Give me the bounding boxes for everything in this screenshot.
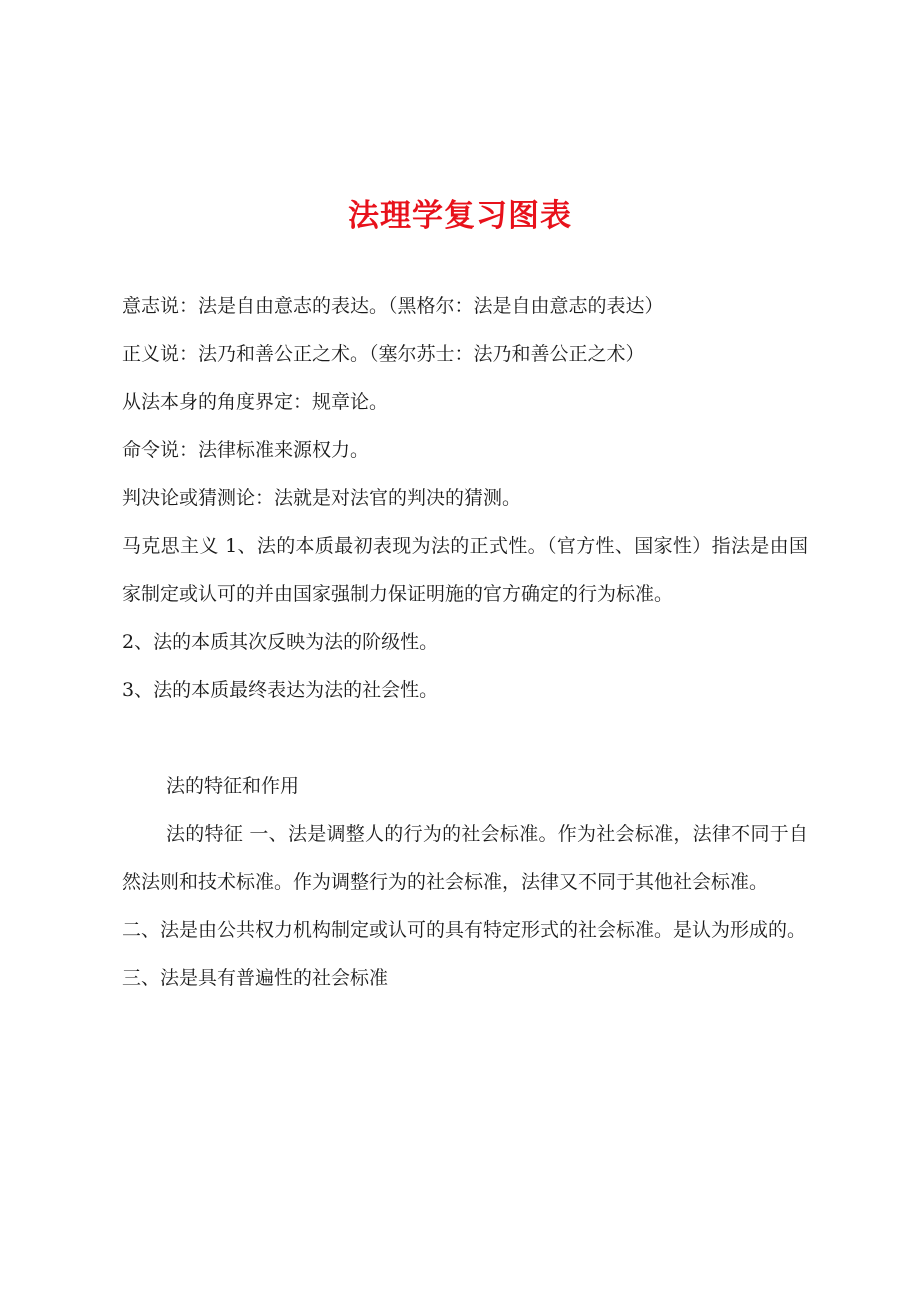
paragraph-justice-theory: 正义说：法乃和善公正之术。（塞尔苏士：法乃和善公正之术）	[122, 343, 645, 365]
paragraph-command-theory: 命令说：法律标准来源权力。	[122, 439, 370, 461]
document-body	[122, 282, 808, 1002]
paragraph-class-nature: 2、法的本质其次反映为法的阶级性。	[122, 631, 439, 653]
paragraph-rules-theory: 从法本身的角度界定：规章论。	[122, 391, 389, 413]
paragraph-feature-1: 法的特征 一、法是调整人的行为的社会标准。作为社会标准，法律不同于自然法则和技术标准。作为调整行为的社会标准，法律又不同于其他社会标准。	[122, 823, 808, 893]
paragraph-will-theory: 意志说：法是自由意志的表达。（黑格尔：法是自由意志的表达）	[122, 295, 664, 317]
paragraph-marxism: 马克思主义 1、法的本质最初表现为法的正式性。（官方性、国家性）指法是由国家制定或认可的并由国家强制力保证明施的官方确定的行为标准。	[122, 535, 808, 605]
paragraph-social-nature: 3、法的本质最终表达为法的社会性。	[122, 679, 439, 701]
paragraph-feature-2: 二、法是由公共权力机构制定或认可的具有特定形式的社会标准。是认为形成的。	[122, 919, 807, 941]
paragraph-prediction-theory: 判决论或猜测论：法就是对法官的判决的猜测。	[122, 487, 522, 509]
section-heading: 法的特征和作用	[166, 775, 300, 797]
paragraph-feature-3: 三、法是具有普遍性的社会标准	[122, 967, 389, 989]
document-title: 法理学复习图表	[348, 198, 572, 234]
section-spacer	[122, 714, 808, 762]
